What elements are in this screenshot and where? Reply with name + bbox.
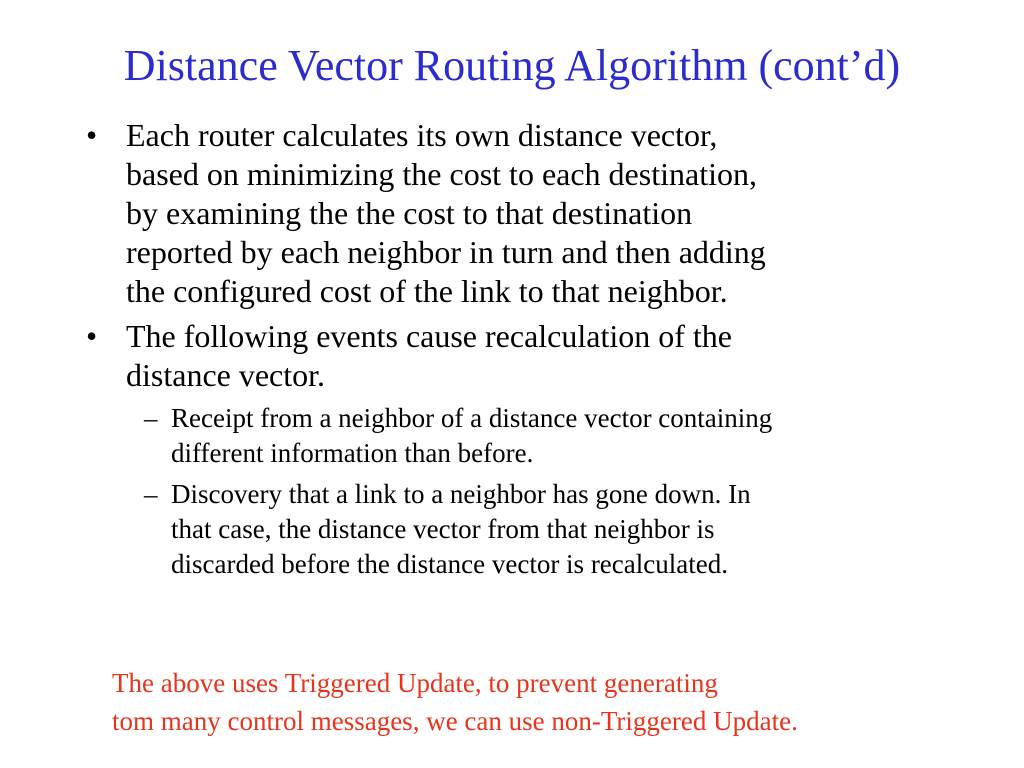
bullet-line: by examining the the cost to that destination: [126, 195, 693, 231]
bullet-item: [86, 317, 986, 395]
bullet-line: reported by each neighbor in turn and then adding: [126, 234, 766, 270]
sub-bullet-line: discarded before the distance vector is recalculated.: [171, 549, 728, 579]
sub-bullet-list: [86, 401, 986, 582]
bullet-line: The following events cause recalculation of the: [126, 318, 732, 354]
note-line: The above uses Triggered Update, to prevent generating: [112, 668, 718, 698]
bullet-line: based on minimizing the cost to each destination,: [126, 156, 757, 192]
sub-bullet-line: Discovery that a link to a neighbor has gone down. In: [171, 479, 751, 509]
sub-bullet-text: [171, 477, 986, 582]
sub-bullet-line: Receipt from a neighbor of a distance vector containing: [171, 403, 773, 433]
triggered-update-note: [112, 664, 992, 740]
bullet-text: [126, 116, 986, 311]
bullet-text: [126, 317, 986, 395]
slide-title: Distance Vector Routing Algorithm (cont’d): [123, 41, 901, 90]
sub-bullet-item: [86, 477, 986, 582]
sub-bullet-text: [171, 401, 986, 471]
dash-marker-icon: –: [144, 479, 158, 509]
sub-bullet-line: different information than before.: [171, 438, 534, 468]
dash-marker-icon: –: [144, 403, 158, 433]
bullet-line: distance vector.: [126, 357, 326, 393]
slide-body: [86, 116, 986, 588]
bullet-line: the configured cost of the link to that neighbor.: [126, 273, 728, 309]
sub-bullet-item: [86, 401, 986, 471]
sub-bullet-line: that case, the distance vector from that neighbor is: [171, 514, 715, 544]
bullet-line: Each router calculates its own distance vector,: [126, 117, 718, 153]
bullet-marker-icon: •: [86, 117, 98, 153]
note-line: tom many control messages, we can use non-Triggered Update.: [112, 706, 798, 736]
bullet-marker-icon: •: [86, 318, 98, 354]
bullet-item: [86, 116, 986, 311]
